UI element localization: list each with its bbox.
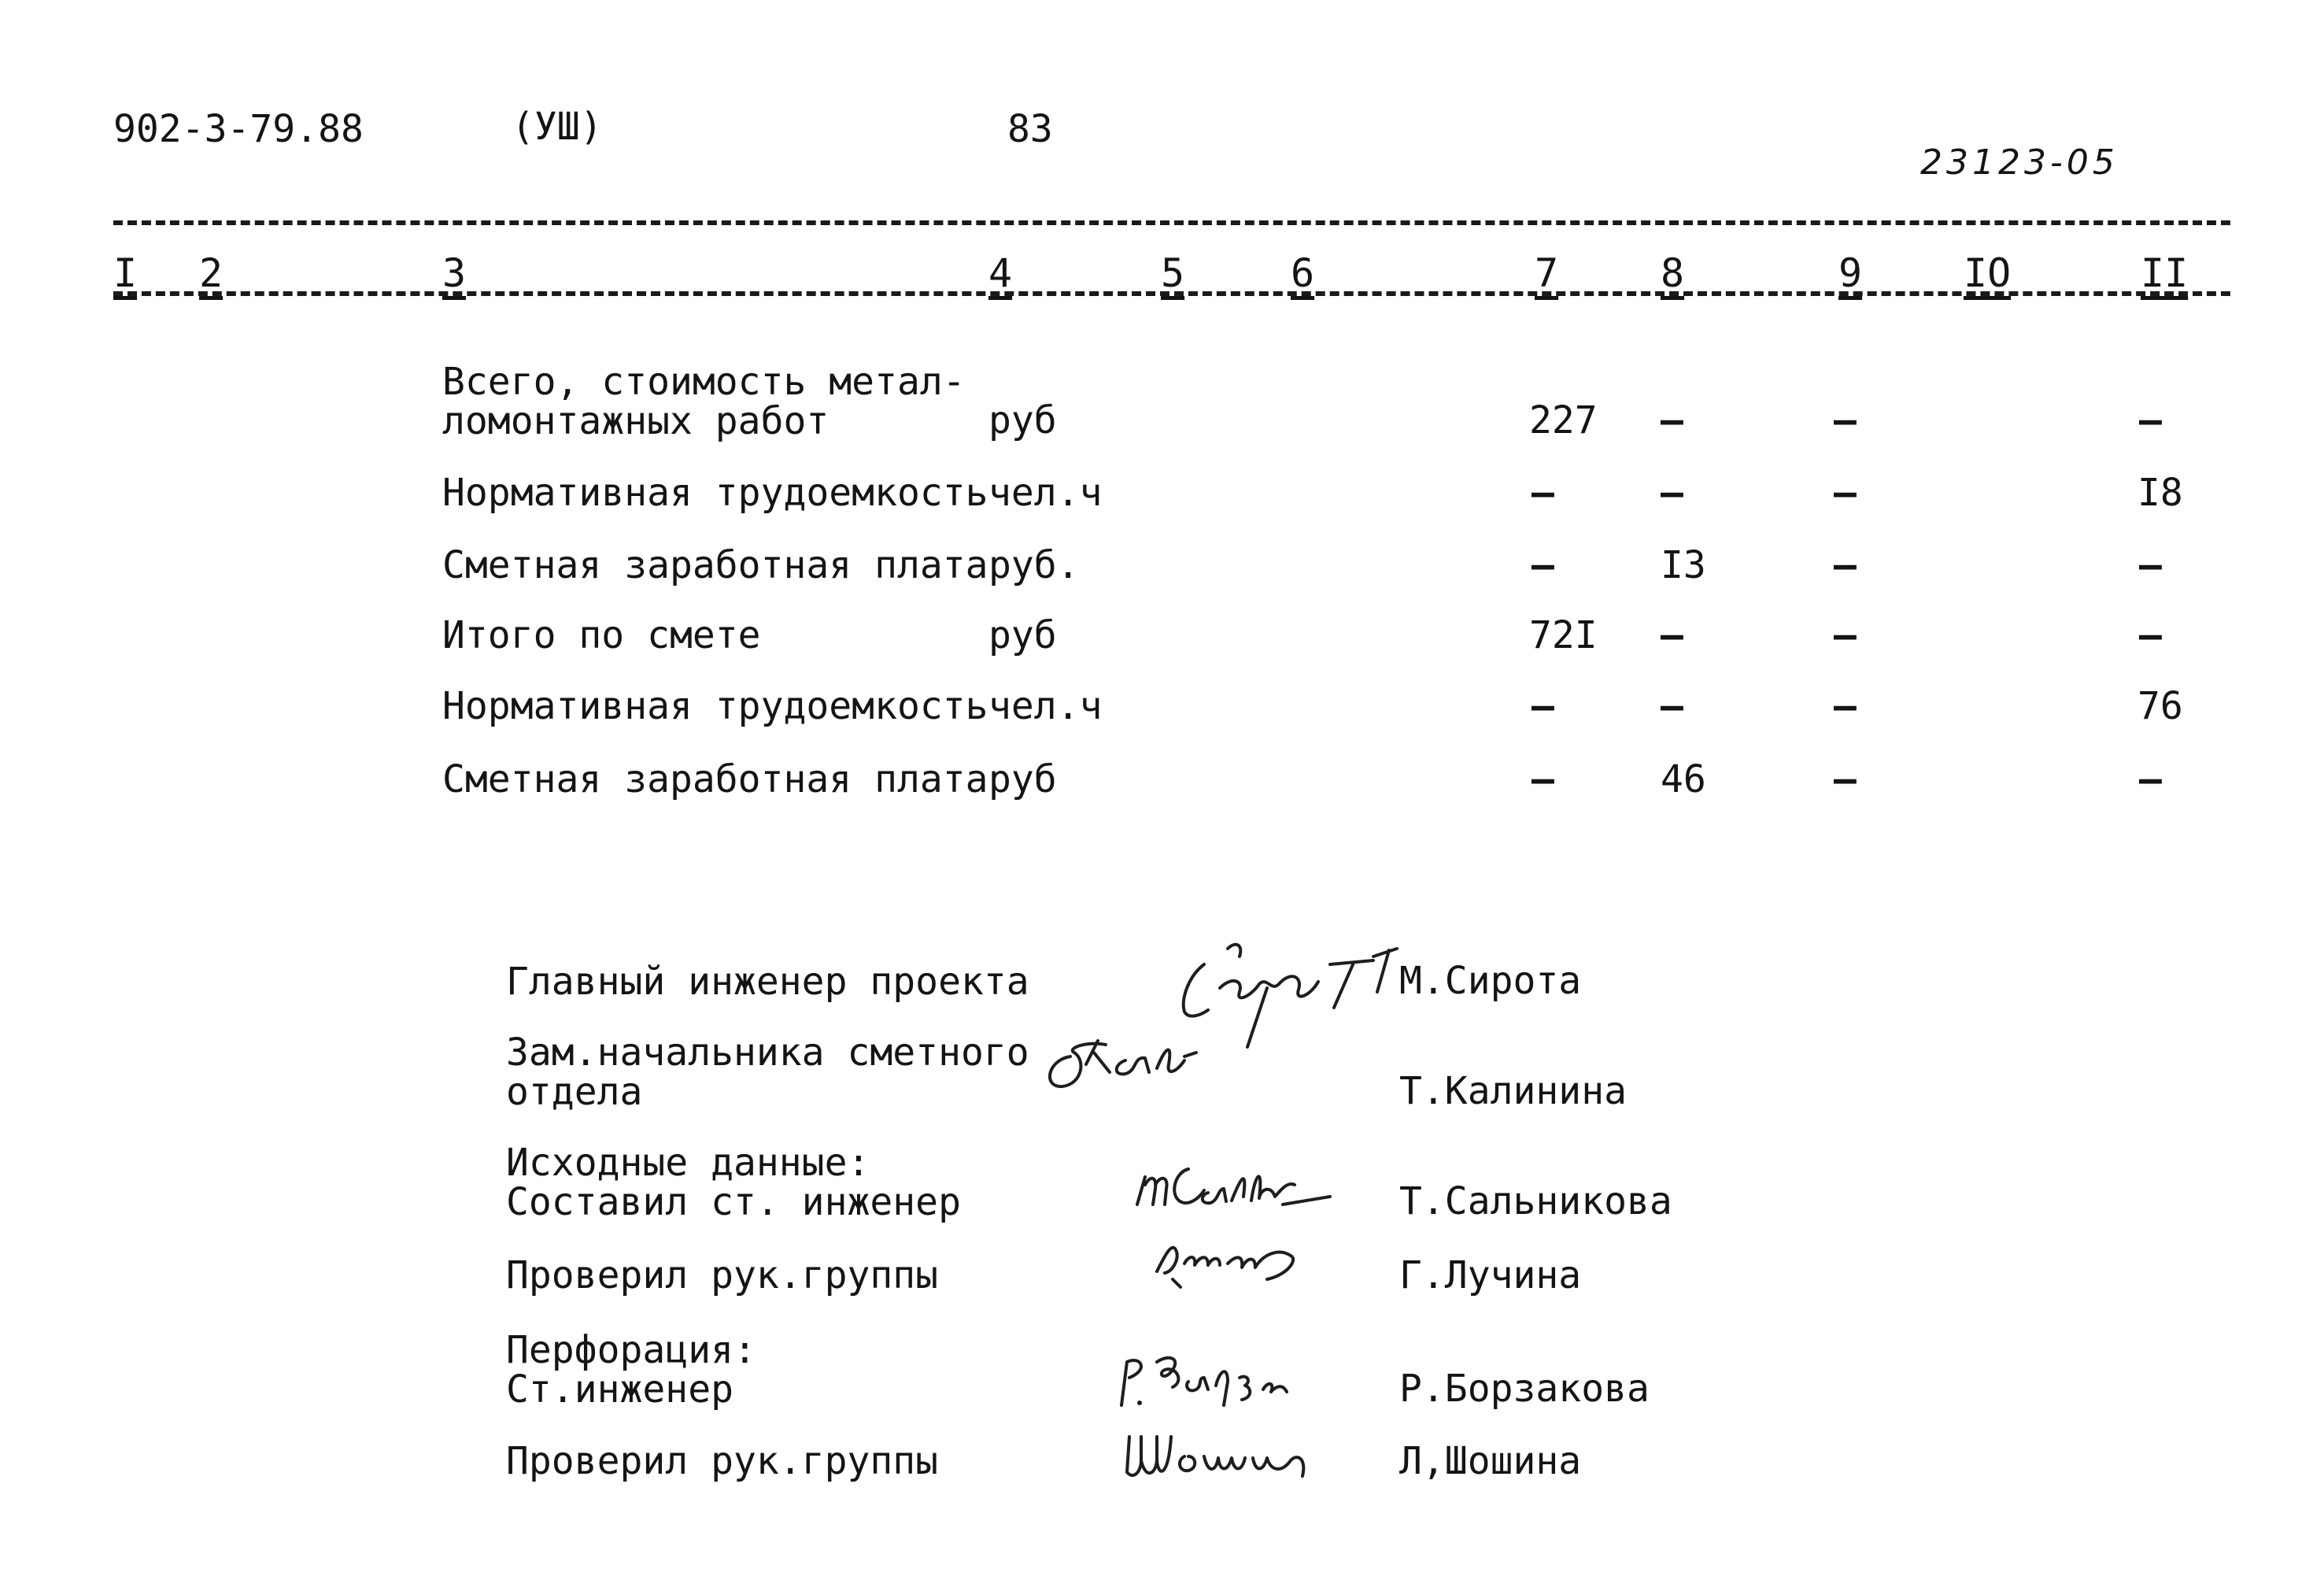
column-number-3: 3 [442,250,467,296]
row-col7: – [1531,543,1554,587]
row-name: Всего, стоимость метал- ломонтажных работ [442,360,966,443]
signature-name: Т.Сальникова [1399,1179,1672,1223]
row-col7: – [1531,757,1554,801]
row-col11: – [2139,543,2162,587]
row-col8: 46 [1661,757,1706,801]
row-col9: – [1834,684,1857,728]
signature-role: Перфорация: Ст.инженер [506,1328,756,1412]
signature-name: Л,Шошина [1399,1439,1582,1483]
row-unit: руб [988,757,1057,801]
row-col8: – [1661,471,1683,515]
row-name: Сметная заработная плата [442,757,988,801]
row-unit: чел.ч [988,684,1103,728]
row-col11: – [2139,398,2162,442]
row-col7: – [1531,684,1554,728]
row-unit: руб. [988,543,1080,587]
signature-role: Исходные данные: Составил ст. инженер [506,1141,961,1224]
column-number-5: 5 [1161,250,1185,296]
row-col9: – [1834,757,1857,801]
row-col7: – [1531,471,1554,515]
row-col8: – [1661,398,1683,442]
row-col7: 72I [1529,613,1598,657]
album-number: (УШ) [512,105,603,149]
row-col11: 76 [2137,684,2183,728]
autograph-luchina [1141,1224,1330,1295]
column-number-11: II [2141,250,2189,296]
column-number-2: 2 [199,250,224,296]
page-number: 83 [1007,107,1053,151]
registration-number: 23123-05 [1920,142,2119,183]
row-name: Сметная заработная плата [442,543,988,587]
row-col8: – [1661,684,1683,728]
row-col9: – [1834,613,1857,657]
autograph-salnikova [1125,1149,1346,1220]
signature-name: Г.Лучина [1399,1253,1582,1297]
row-unit: руб [988,398,1057,442]
signature-role: Зам.начальника сметного отдела [506,1031,1029,1114]
row-unit: чел.ч [988,471,1103,515]
document-code: 902-3-79.88 [113,107,364,151]
header-rule-top [113,220,2230,225]
column-number-10: IO [1964,250,2012,296]
row-name: Нормативная трудоемкость [442,471,988,515]
signature-name: Т.Калинина [1399,1069,1627,1113]
column-number-7: 7 [1535,250,1559,296]
signature-role: Проверил рук.группы [506,1253,939,1297]
row-col8: I3 [1661,543,1706,587]
row-col8: – [1661,613,1683,657]
row-unit: руб [988,613,1057,657]
column-number-6: 6 [1291,250,1315,296]
signature-name: Р.Борзакова [1399,1367,1650,1411]
column-number-9: 9 [1838,250,1863,296]
row-col7: 227 [1529,398,1598,442]
column-number-1: I [113,250,138,296]
row-name: Итого по смете [442,613,761,657]
row-col11: – [2139,757,2162,801]
signature-name: М.Сирота [1399,959,1582,1003]
row-col11: – [2139,613,2162,657]
signature-role: Главный инженер проекта [506,960,1029,1004]
row-name: Нормативная трудоемкость [442,684,988,728]
signature-role: Проверил рук.группы [506,1439,939,1483]
column-number-8: 8 [1661,250,1685,296]
row-col9: – [1834,398,1857,442]
row-col11: I8 [2137,471,2183,515]
autograph-borzakova [1110,1338,1299,1417]
row-col9: – [1834,543,1857,587]
autograph-kalinina [1039,1017,1228,1104]
row-col9: – [1834,471,1857,515]
column-number-4: 4 [988,250,1013,296]
autograph-shoshina [1118,1417,1338,1488]
